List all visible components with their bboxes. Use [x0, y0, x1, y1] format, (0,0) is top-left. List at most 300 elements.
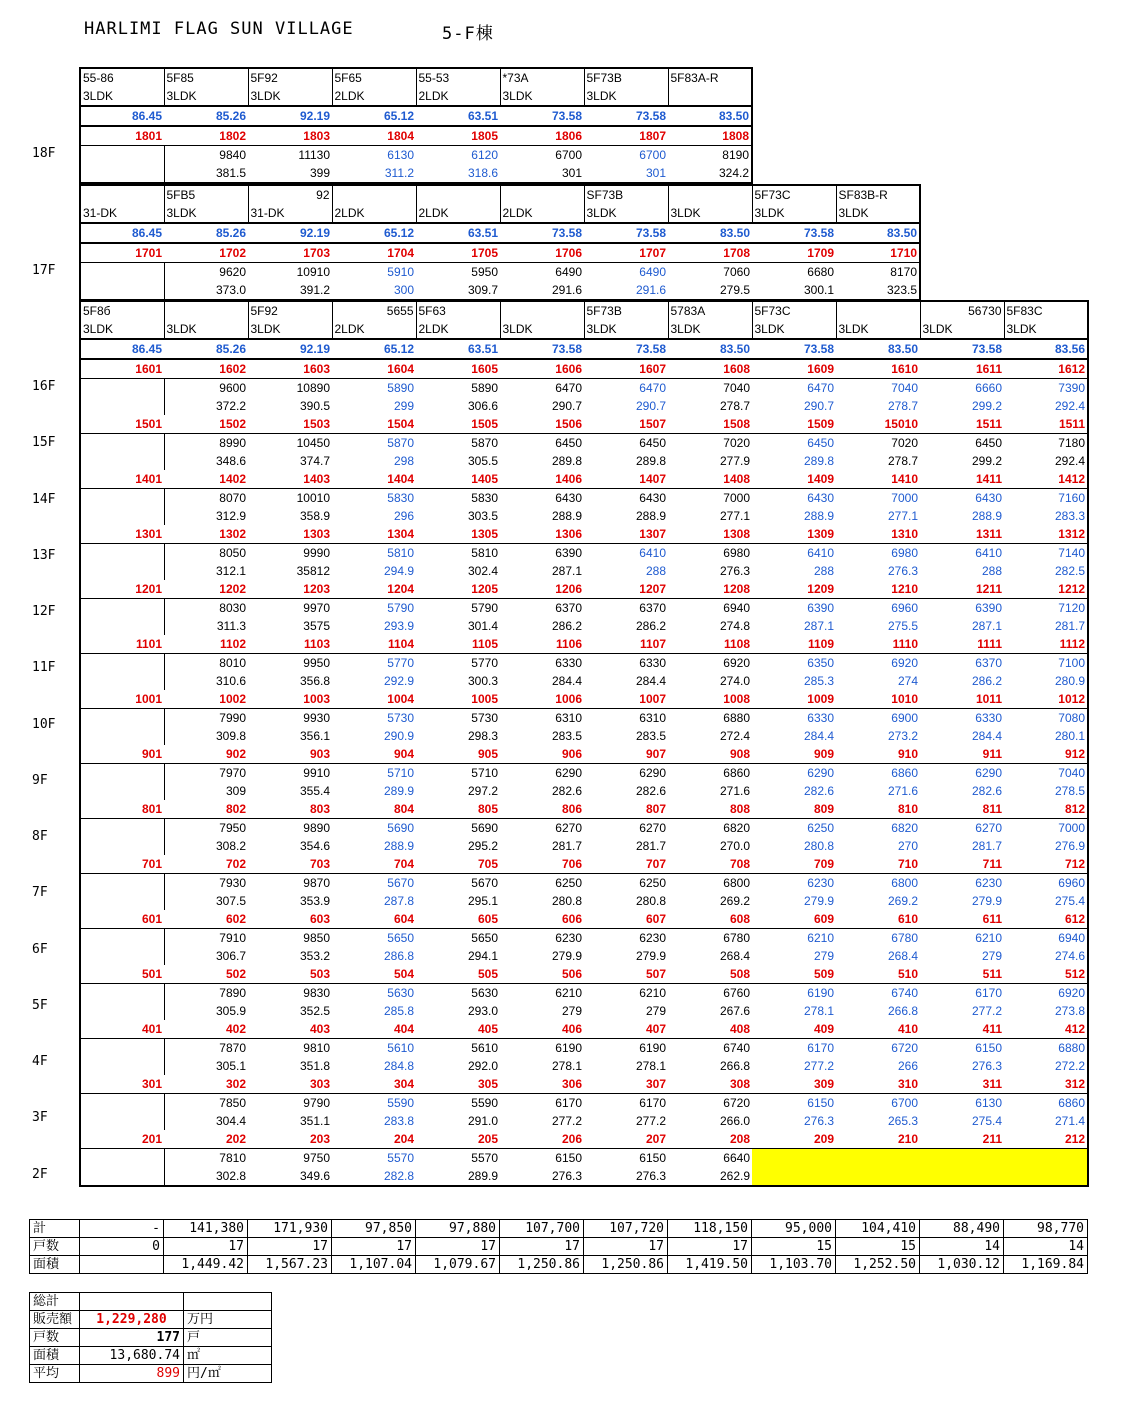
unit-type-label: SF83B-R: [836, 185, 920, 204]
room-price: 5870: [471, 436, 498, 450]
room-price: 6250: [807, 821, 834, 835]
room-price: 5710: [471, 766, 498, 780]
room-price: 9790: [303, 1096, 330, 1110]
room-number: 406: [500, 1020, 584, 1039]
unit-price-per-sqm: [80, 562, 164, 580]
room-number: 207: [584, 1130, 668, 1149]
unit-price-per-sqm: 299.2: [971, 399, 1002, 413]
unit-price-per-sqm: [80, 1112, 164, 1130]
totals-unit: 万円: [184, 1311, 272, 1329]
unit-price-per-sqm: 303.5: [467, 509, 498, 523]
room-number: 901: [80, 745, 164, 764]
room-price: 5790: [387, 601, 414, 615]
unit-area: 73.58: [584, 223, 668, 243]
room-price: 6720: [723, 1096, 750, 1110]
unit-type-label: [668, 185, 752, 204]
room-price: 9840: [164, 146, 248, 165]
floor-label: 3F: [32, 1110, 48, 1126]
unit-price-per-sqm: 277.2: [635, 1114, 666, 1128]
unit-type-label: 5F92: [248, 68, 332, 87]
room-number: 1101: [80, 635, 164, 654]
unit-price-per-sqm: 282.8: [383, 1169, 414, 1183]
room-number: 1807: [584, 126, 668, 146]
unit-price-per-sqm: 291.6: [551, 283, 582, 297]
room-number: 604: [332, 910, 416, 929]
room-number: 1401: [80, 470, 164, 489]
unit-price-per-sqm: 288.9: [635, 509, 666, 523]
room-number: 203: [248, 1130, 332, 1149]
room-number: 1302: [164, 525, 248, 544]
room-number: 1710: [836, 243, 920, 263]
room-price: 6270: [555, 821, 582, 835]
room-price: 6170: [975, 986, 1002, 1000]
unit-price-per-sqm: 279: [981, 949, 1002, 963]
floor-label: 2F: [32, 1166, 48, 1182]
unit-area: 86.45: [80, 223, 164, 243]
room-number: 507: [584, 965, 668, 984]
unit-type-label: 5F73B: [584, 301, 668, 320]
unit-price-per-sqm: 280.8: [803, 839, 834, 853]
totals-value: 177: [80, 1329, 184, 1347]
room-price: 6210: [639, 986, 666, 1000]
floor-label: 9F: [32, 772, 48, 788]
room-price: 5650: [387, 931, 414, 945]
unit-price-per-sqm: 291.6: [635, 283, 666, 297]
room-number: 408: [668, 1020, 752, 1039]
room-price: 6370: [555, 601, 582, 615]
room-price: [80, 709, 164, 728]
room-number: 704: [332, 855, 416, 874]
unit-type-label: 3LDK: [80, 87, 164, 106]
unit-price-per-sqm: 288.9: [551, 509, 582, 523]
room-number: 1108: [668, 635, 752, 654]
room-price: 7810: [164, 1149, 248, 1168]
summary-value: 1,252.50: [836, 1256, 920, 1274]
room-price: [80, 764, 164, 783]
unit-price-per-sqm: 391.2: [299, 283, 330, 297]
room-number: 510: [836, 965, 920, 984]
room-price: 7910: [164, 929, 248, 948]
room-number: 1102: [164, 635, 248, 654]
room-price: 6190: [807, 986, 834, 1000]
unit-price-per-sqm: [80, 782, 164, 800]
unit-price-per-sqm: 381.5: [215, 166, 246, 180]
unit-type-label: 5783A: [668, 301, 752, 320]
unit-price-per-sqm: 288.9: [803, 509, 834, 523]
summary-value: 88,490: [920, 1220, 1004, 1238]
unit-price-per-sqm: 300: [393, 283, 414, 297]
room-price: 9930: [303, 711, 330, 725]
section-0: [79, 67, 753, 184]
unit-area: 73.58: [500, 339, 584, 359]
room-number: 1104: [332, 635, 416, 654]
unit-price-per-sqm: 279.9: [551, 949, 582, 963]
room-price: 7080: [1058, 711, 1085, 725]
unit-price-per-sqm: 298: [393, 454, 414, 468]
room-number: 1210: [836, 580, 920, 599]
room-price: 10910: [296, 265, 330, 279]
room-number: 1409: [752, 470, 836, 489]
unit-price-per-sqm: [80, 1057, 164, 1075]
room-number: 1605: [416, 359, 500, 379]
unit-price-per-sqm: 276.3: [803, 1114, 834, 1128]
room-price: 7870: [164, 1039, 248, 1058]
summary-value: 14: [920, 1238, 1004, 1256]
unit-price-per-sqm: 282.6: [803, 784, 834, 798]
unit-area: 73.58: [584, 106, 668, 126]
summary-value: 17: [332, 1238, 416, 1256]
room-price: 5610: [471, 1041, 498, 1055]
room-number: 1208: [668, 580, 752, 599]
room-number: 608: [668, 910, 752, 929]
room-number: 1303: [248, 525, 332, 544]
room-price: [80, 263, 164, 282]
room-price: 9970: [303, 601, 330, 615]
room-price: 5670: [471, 876, 498, 890]
unit-type-label: 3LDK: [836, 204, 920, 223]
unit-price-per-sqm: 351.1: [299, 1114, 330, 1128]
unit-area: 73.58: [584, 339, 668, 359]
room-number: 506: [500, 965, 584, 984]
unit-area: 92.19: [248, 106, 332, 126]
room-price: [920, 1149, 1004, 1168]
room-number: 803: [248, 800, 332, 819]
room-price: 5630: [471, 986, 498, 1000]
room-number: 708: [668, 855, 752, 874]
unit-type-label: 5F92: [248, 301, 332, 320]
room-number: 1012: [1004, 690, 1088, 709]
room-number: 1111: [920, 635, 1004, 654]
unit-price-per-sqm: 284.4: [803, 729, 834, 743]
room-price: 6980: [891, 546, 918, 560]
unit-type-label: 2LDK: [332, 320, 416, 339]
room-price: 6450: [807, 436, 834, 450]
room-price: 6800: [891, 876, 918, 890]
unit-area: 65.12: [332, 339, 416, 359]
room-number: 1606: [500, 359, 584, 379]
room-price: 8070: [164, 489, 248, 508]
room-price: 7000: [1058, 821, 1085, 835]
room-price: 6390: [807, 601, 834, 615]
room-number: 1109: [752, 635, 836, 654]
summary-row-label: 戸数: [30, 1238, 80, 1256]
room-number: 601: [80, 910, 164, 929]
room-number: 1608: [668, 359, 752, 379]
unit-type-label: 31-DK: [248, 204, 332, 223]
room-number: 607: [584, 910, 668, 929]
unit-type-label: 55-53: [416, 68, 500, 87]
summary-value: 1,449.42: [164, 1256, 248, 1274]
room-price: 6290: [807, 766, 834, 780]
room-number: 503: [248, 965, 332, 984]
room-number: 209: [752, 1130, 836, 1149]
room-price: 6330: [807, 711, 834, 725]
floor-label: 18F: [32, 146, 56, 161]
unit-price-per-sqm: 281.7: [1054, 619, 1085, 633]
room-price: 6780: [723, 931, 750, 945]
unit-type-label: 3LDK: [836, 320, 920, 339]
unit-price-per-sqm: 278.7: [887, 399, 918, 413]
room-number: 1307: [584, 525, 668, 544]
room-number: 1603: [248, 359, 332, 379]
unit-type-label: 5F8б: [80, 301, 164, 320]
unit-price-per-sqm: 267.6: [719, 1004, 750, 1018]
room-price: 7390: [1058, 381, 1085, 395]
room-price: 7000: [891, 491, 918, 505]
unit-price-per-sqm: 276.9: [1054, 839, 1085, 853]
room-number: 702: [164, 855, 248, 874]
unit-price-per-sqm: 271.6: [887, 784, 918, 798]
unit-price-per-sqm: 292.4: [1054, 454, 1085, 468]
room-price: 6210: [975, 931, 1002, 945]
room-number: 1212: [1004, 580, 1088, 599]
room-price: 6230: [555, 931, 582, 945]
room-number: 1501: [80, 415, 164, 434]
room-number: 605: [416, 910, 500, 929]
unit-price-per-sqm: 280.8: [635, 894, 666, 908]
room-number: 1310: [836, 525, 920, 544]
room-number: 1408: [668, 470, 752, 489]
summary-value: 1,169.84: [1004, 1256, 1088, 1274]
unit-price-per-sqm: 297.2: [467, 784, 498, 798]
room-price: 5890: [387, 381, 414, 395]
room-price: 6470: [807, 381, 834, 395]
unit-price-per-sqm: 269.2: [719, 894, 750, 908]
room-number: 412: [1004, 1020, 1088, 1039]
unit-type-label: 5F83C: [1004, 301, 1088, 320]
room-price: 5890: [471, 381, 498, 395]
room-number: 403: [248, 1020, 332, 1039]
room-number: 907: [584, 745, 668, 764]
room-price: 5630: [387, 986, 414, 1000]
room-price: 5690: [387, 821, 414, 835]
room-price: 8170: [890, 265, 917, 279]
unit-type-label: [668, 87, 752, 106]
unit-price-per-sqm: 280.8: [551, 894, 582, 908]
summary-value: -: [80, 1220, 164, 1238]
room-price: [80, 1149, 164, 1168]
unit-price-per-sqm: 288.9: [383, 839, 414, 853]
unit-price-per-sqm: 299: [393, 399, 414, 413]
room-number: 1311: [920, 525, 1004, 544]
room-number: 1205: [416, 580, 500, 599]
room-price: 7040: [1058, 766, 1085, 780]
unit-type-label: 3LDK: [248, 87, 332, 106]
unit-area: 83.50: [668, 339, 752, 359]
unit-type-label: 5F85: [164, 68, 248, 87]
floor-label: 4F: [32, 1054, 48, 1069]
room-price: 6270: [639, 821, 666, 835]
room-price: 6330: [555, 656, 582, 670]
unit-price-per-sqm: 290.7: [551, 399, 582, 413]
unit-price-per-sqm: 272.2: [1054, 1059, 1085, 1073]
unit-type-label: 5FB5: [164, 185, 248, 204]
unit-price-per-sqm: 277.2: [971, 1004, 1002, 1018]
summary-value: 14: [1004, 1238, 1088, 1256]
room-price: 6230: [975, 876, 1002, 890]
unit-price-per-sqm: 273.8: [1054, 1004, 1085, 1018]
room-price: 6860: [1058, 1096, 1085, 1110]
unit-price-per-sqm: 300.3: [467, 674, 498, 688]
room-number: 606: [500, 910, 584, 929]
room-number: 401: [80, 1020, 164, 1039]
room-number: 409: [752, 1020, 836, 1039]
unit-price-per-sqm: 288: [981, 564, 1002, 578]
room-number: 1306: [500, 525, 584, 544]
summary-value: 17: [164, 1238, 248, 1256]
unit-price-per-sqm: 283.5: [635, 729, 666, 743]
room-price: [836, 1149, 920, 1168]
room-number: 411: [920, 1020, 1004, 1039]
unit-price-per-sqm: 275.4: [1054, 894, 1085, 908]
room-number: 512: [1004, 965, 1088, 984]
room-price: 6370: [975, 656, 1002, 670]
section-2: [79, 300, 1089, 1187]
unit-price-per-sqm: 288.9: [971, 509, 1002, 523]
unit-price-per-sqm: 278.7: [719, 399, 750, 413]
room-price: 9890: [303, 821, 330, 835]
unit-price-per-sqm: 399: [309, 166, 330, 180]
room-number: 1405: [416, 470, 500, 489]
unit-price-per-sqm: 298.3: [467, 729, 498, 743]
room-number: 906: [500, 745, 584, 764]
room-price: 6920: [723, 656, 750, 670]
room-number: 1412: [1004, 470, 1088, 489]
unit-type-label: 5F73B: [584, 68, 668, 87]
unit-price-per-sqm: 293.0: [467, 1004, 498, 1018]
unit-type-label: 3LDK: [584, 320, 668, 339]
room-price: 7020: [891, 436, 918, 450]
room-price: 6250: [555, 876, 582, 890]
room-number: 301: [80, 1075, 164, 1094]
unit-price-per-sqm: 283.5: [551, 729, 582, 743]
room-price: 5870: [387, 436, 414, 450]
unit-price-per-sqm: 289.9: [467, 1169, 498, 1183]
room-number: 707: [584, 855, 668, 874]
totals-label: 販売額: [30, 1311, 80, 1329]
room-price: 6150: [807, 1096, 834, 1110]
unit-area: 83.50: [836, 223, 920, 243]
room-number: 1207: [584, 580, 668, 599]
unit-type-label: 31-DK: [80, 204, 164, 223]
unit-price-per-sqm: [80, 892, 164, 910]
unit-price-per-sqm: 309.7: [467, 283, 498, 297]
room-number: 1503: [248, 415, 332, 434]
room-price: 6350: [807, 656, 834, 670]
room-number: 205: [416, 1130, 500, 1149]
room-number: 1609: [752, 359, 836, 379]
room-price: 8010: [164, 654, 248, 673]
unit-type-label: 55-86: [80, 68, 164, 87]
room-price: 6740: [723, 1041, 750, 1055]
unit-price-per-sqm: 282.6: [551, 784, 582, 798]
room-price: 6700: [639, 148, 666, 162]
room-number: 712: [1004, 855, 1088, 874]
room-price: 6190: [639, 1041, 666, 1055]
unit-price-per-sqm: 286.8: [383, 949, 414, 963]
room-number: 1705: [416, 243, 500, 263]
unit-price-per-sqm: 301: [561, 166, 582, 180]
room-number: 1006: [500, 690, 584, 709]
room-price: 7000: [723, 491, 750, 505]
unit-price-per-sqm: 310.6: [215, 674, 246, 688]
unit-price-per-sqm: [80, 164, 164, 183]
room-number: 1011: [920, 690, 1004, 709]
unit-price-per-sqm: 354.6: [299, 839, 330, 853]
room-price: [80, 654, 164, 673]
room-number: 307: [584, 1075, 668, 1094]
summary-value: 0: [80, 1238, 164, 1256]
unit-price-per-sqm: 271.4: [1054, 1114, 1085, 1128]
summary-value: 1,030.12: [920, 1256, 1004, 1274]
room-number: 603: [248, 910, 332, 929]
room-price: 6330: [639, 656, 666, 670]
unit-price-per-sqm: 268.4: [719, 949, 750, 963]
unit-price-per-sqm: 284.4: [971, 729, 1002, 743]
room-number: 810: [836, 800, 920, 819]
room-price: 6740: [891, 986, 918, 1000]
room-price: 7060: [723, 265, 750, 279]
room-price: 9870: [303, 876, 330, 890]
room-price: 7120: [1058, 601, 1085, 615]
room-number: 505: [416, 965, 500, 984]
room-number: 709: [752, 855, 836, 874]
room-price: 6680: [807, 265, 834, 279]
unit-price-per-sqm: 280.9: [1054, 674, 1085, 688]
unit-type-label: 3LDK: [920, 320, 1004, 339]
unit-price-per-sqm: 305.1: [215, 1059, 246, 1073]
unit-type-label: 5F73C: [752, 185, 836, 204]
room-number: 1005: [416, 690, 500, 709]
unit-price-per-sqm: [80, 727, 164, 745]
room-price: [80, 599, 164, 618]
unit-price-per-sqm: 274.8: [719, 619, 750, 633]
room-number: 808: [668, 800, 752, 819]
room-price: 6780: [891, 931, 918, 945]
room-number: 612: [1004, 910, 1088, 929]
room-number: 1403: [248, 470, 332, 489]
room-number: 1703: [248, 243, 332, 263]
room-number: 1507: [584, 415, 668, 434]
unit-price-per-sqm: 353.2: [299, 949, 330, 963]
room-number: 805: [416, 800, 500, 819]
unit-price-per-sqm: 324.2: [718, 166, 749, 180]
room-price: 5950: [471, 265, 498, 279]
room-number: 1002: [164, 690, 248, 709]
unit-price-per-sqm: 300.1: [803, 283, 834, 297]
room-price: [80, 434, 164, 453]
room-price: 8990: [164, 434, 248, 453]
room-price: 9910: [303, 766, 330, 780]
unit-price-per-sqm: 312.1: [215, 564, 246, 578]
room-price: 6430: [639, 491, 666, 505]
room-price: 6270: [975, 821, 1002, 835]
room-price: 6880: [723, 711, 750, 725]
empty-cell: [184, 1293, 272, 1311]
room-price: 6980: [723, 546, 750, 560]
summary-value: 97,880: [416, 1220, 500, 1238]
room-number: 1604: [332, 359, 416, 379]
unit-price-per-sqm: 266: [897, 1059, 918, 1073]
room-number: 1110: [836, 635, 920, 654]
room-price: 6920: [1058, 986, 1085, 1000]
unit-price-per-sqm: [80, 837, 164, 855]
room-price: 6150: [639, 1151, 666, 1165]
unit-price-per-sqm: 277.1: [887, 509, 918, 523]
unit-price-per-sqm: 276.3: [887, 564, 918, 578]
room-number: 1506: [500, 415, 584, 434]
room-number: 201: [80, 1130, 164, 1149]
